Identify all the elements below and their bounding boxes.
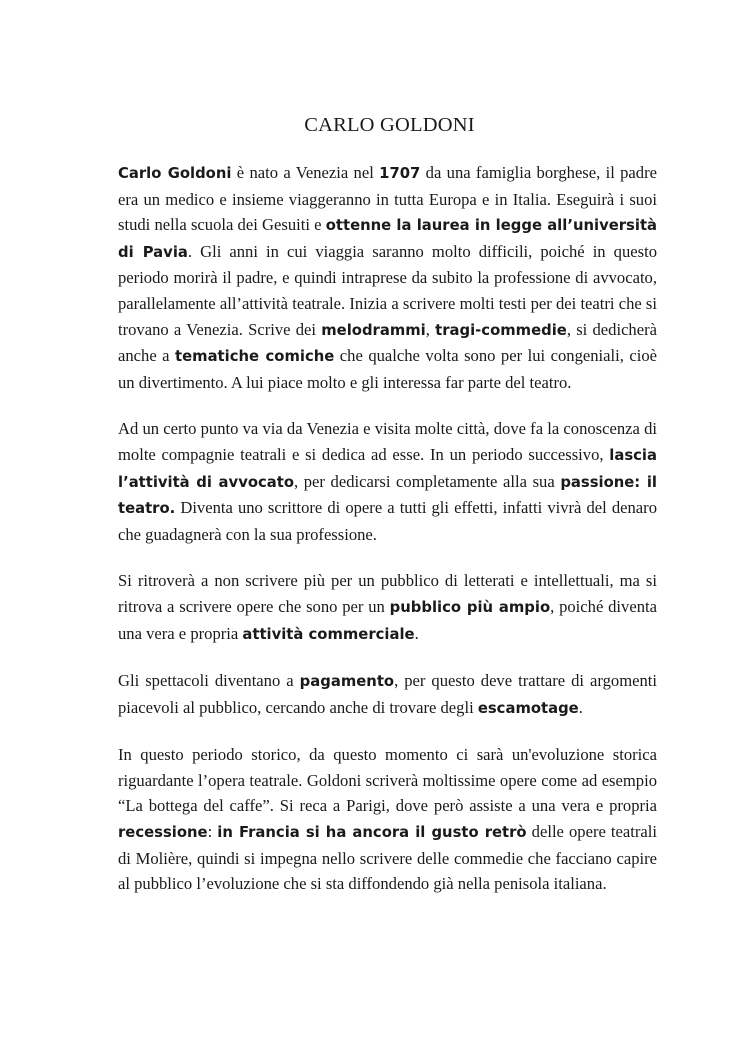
text-run: , si dedicherà anche a (118, 319, 657, 366)
text-run: , per questo deve trattare di argomenti piacevoli al pubblico, cercando anche di trovare degli (118, 671, 658, 717)
bold-text: recessione (118, 824, 208, 842)
bold-text: lascia l’attività di avvocato (118, 446, 657, 491)
bold-text: pubblico più ampio (389, 598, 551, 616)
text-run: : (207, 822, 218, 842)
text-run: Gli spettacoli diventano a (118, 671, 300, 691)
text-run: , poiché diventa una vera e propria (118, 596, 657, 643)
document-title: CARLO GOLDONI (304, 114, 475, 136)
text-run: In questo periodo storico, da questo momento ci sarà un'evoluzione storica riguardante l’opera teatrale. Goldoni scriverà moltissime opere come ad esempio “La bottega del caffe”. Si reca a Parigi, dove però assiste a una vera e propria (118, 745, 657, 816)
text-run: . Gli anni in cui viaggia saranno molto difficili, poiché in questo periodo morirà il padre, e quindi intraprese da subito la professione di avvocato, parallelamente all’attività teatrale. Inizia a scrivere molti testi per dei teatri che si trovano a Venezia. Scrive dei (118, 241, 657, 339)
document-body (118, 160, 657, 897)
text-run: è nato a Venezia nel (231, 163, 380, 182)
bold-text: tematiche comiche (175, 348, 335, 366)
text-run: , (425, 319, 436, 339)
paragraph (118, 416, 657, 547)
bold-text: passione: il teatro. (118, 473, 657, 518)
paragraph (118, 742, 657, 897)
paragraph (118, 160, 657, 395)
text-run: delle opere teatrali di Molière, quindi si impegna nello scrivere delle commedie che facciano capire al pubblico l’evoluzione che si sta diffondendo già nella penisola italiana. (118, 822, 657, 894)
paragraph (118, 568, 657, 647)
text-run: . (414, 623, 419, 643)
bold-text: attività commerciale (242, 625, 415, 643)
bold-text: Carlo Goldoni (118, 165, 232, 182)
bold-text: in Francia si ha ancora il gusto retrò (217, 824, 527, 842)
text-run: Si ritroverà a non scrivere più per un pubblico di letterati e intellettuali, ma si ritrova a scrivere opere che sono per un (118, 571, 657, 616)
bold-text: 1707 (379, 165, 421, 182)
bold-text: escamotage (477, 699, 579, 717)
bold-text: pagamento (299, 673, 395, 691)
bold-text: ottenne la laurea in legge all’università di Pavia (118, 217, 657, 261)
text-run: Diventa uno scrittore di opere a tutti gli effetti, infatti vivrà del denaro che guadagnerà con la sua professione. (118, 498, 657, 544)
text-run: da una famiglia borghese, il padre era un medico e insieme viaggeranno in tutta Europa e in Italia. Eseguirà i suoi studi nella scuola dei Gesuiti e (118, 163, 657, 235)
text-run: . (578, 697, 583, 717)
bold-text: tragi-commedie (435, 321, 567, 339)
bold-text: melodrammi (321, 321, 426, 339)
text-run: Ad un certo punto va via da Venezia e visita molte città, dove fa la conoscenza di molte compagnie teatrali e si dedica ad esse. In un periodo successivo, (118, 419, 657, 464)
text-run: , per dedicarsi completamente alla sua (294, 471, 561, 491)
paragraph (118, 668, 657, 721)
text-run: che qualche volta sono per lui congeniali, cioè un divertimento. A lui piace molto e gli interessa far parte del teatro. (118, 346, 657, 392)
